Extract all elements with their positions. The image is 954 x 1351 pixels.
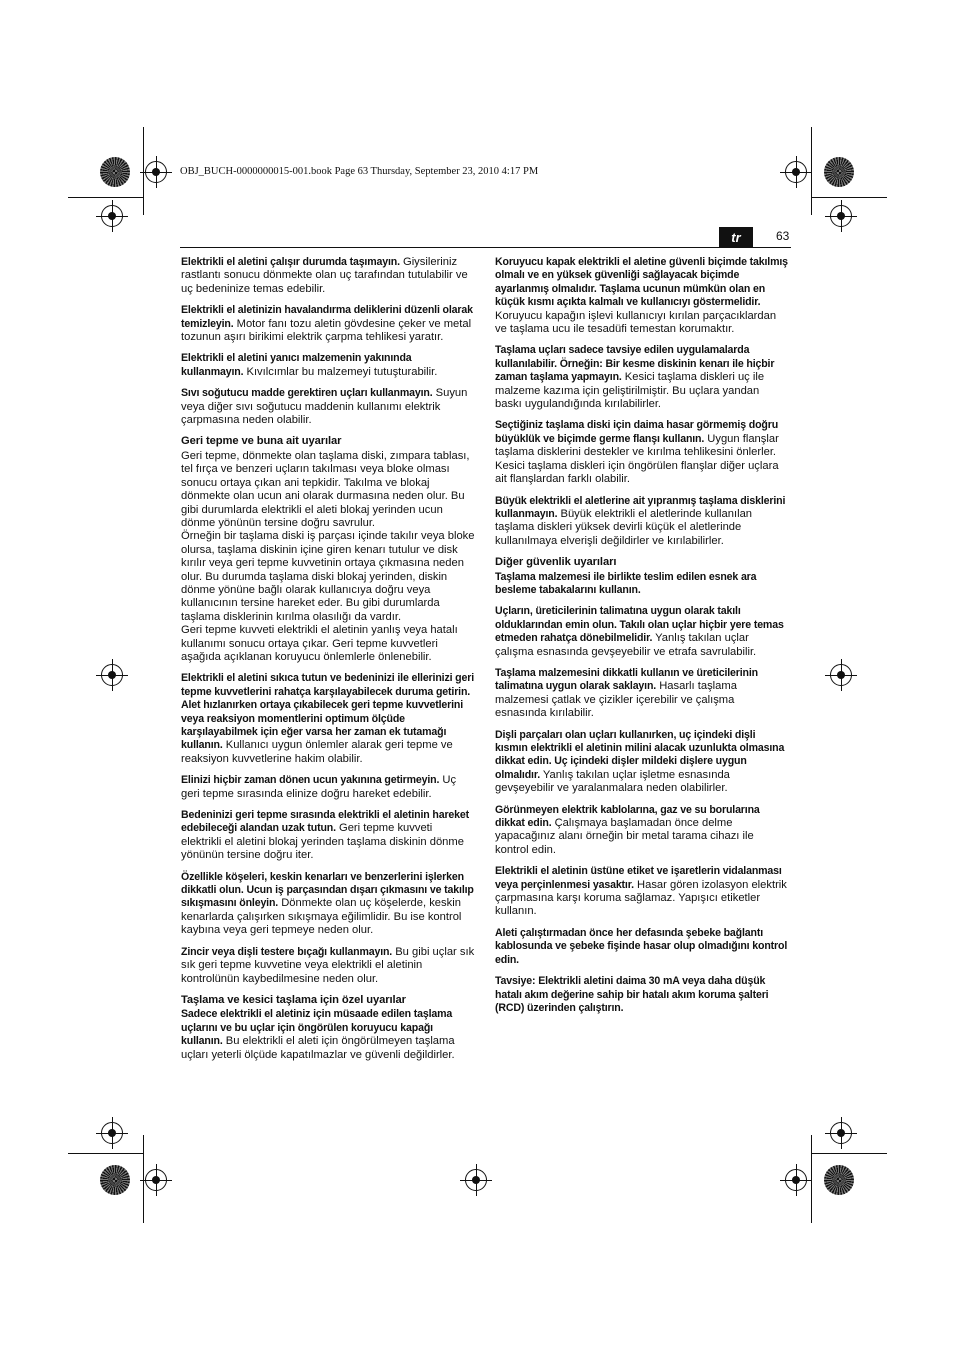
- warning-bold: Uçların, üreticilerinin talimatına uygun olarak takılı olduklarından emin olun. Takılı olan uçlar hiçbir yere temas etmeden rahatça dönebilmelidir.: [495, 605, 784, 645]
- registration-target-icon: [830, 1122, 852, 1144]
- warning-bold: Elektrikli el aletini sıkıca tutun ve bedeninizi ile ellerinizi geri tepme kuvvetlerini rahatça karşılayabilecek duruma getirin. Alet hızlanırken ortaya çıkabilecek geri tepme kuvvetlerini veya reaksiyon momentlerini optimum ölçüde karşılayabilmek için eğer varsa her zaman ek tutamağı kullanın.: [181, 672, 474, 752]
- print-file-header: OBJ_BUCH-0000000015-001.book Page 63 Thursday, September 23, 2010 4:17 PM: [180, 166, 539, 177]
- page-number: 63: [776, 229, 790, 243]
- registration-target-icon: [101, 205, 123, 227]
- registration-target-icon: [785, 161, 807, 183]
- warning-text: Uç geri tepme sırasında elinize doğru hareket edebilir.: [181, 774, 457, 800]
- warning-bold: Özellikle köşeleri, keskin kenarları ve benzerlerini işlerken dikkatli olun. Ucun iş parçasından dışarı çıkmasını ve takılıp sıkışmasını önleyin.: [181, 870, 474, 910]
- registration-target-icon: [830, 664, 852, 686]
- warning-text: Dönmekte olan uç köşelerde, keskin kenarlarda çalışırken sıkışmaya eğilimlidir. Bu ise kontrol kaybına veya geri tepmeye neden olur.: [181, 897, 462, 937]
- paragraph: [181, 352, 475, 379]
- crop-mark: [811, 197, 887, 198]
- warning-bold: Bedeninizi geri tepme sırasında elektrikli el aletinin hareket edebileceği alandan uzak tutun.: [181, 809, 470, 835]
- paragraph: [495, 865, 789, 919]
- paragraph: [181, 809, 475, 863]
- registration-target-icon: [465, 1169, 487, 1191]
- warning-bold: Koruyucu kapak elektrikli el aletine güvenli biçimde takılmış olmalı ve en yüksek güvenliği sağlayacak biçimde ayarlanmış olmalıdır. Taşlama ucunun mümkün olan en küçük kısmı açıkta kalmalı ve kullanıcıyı göstermelidir.: [495, 256, 788, 309]
- paragraph: [495, 495, 789, 549]
- warning-bold: Tavsiye: Elektrikli aletini daima 30 mA veya daha düşük hatalı akım değerine sahip bir hatalı akım koruma şalteri (RCD) üzerinden çalıştırın.: [495, 975, 769, 1014]
- warning-text: Geri tepme kuvveti elektrikli el aletini blokaj yerinden taşlama diskinin dönme yönünün tersine doğru iter.: [181, 822, 464, 862]
- registration-disc-icon: [100, 1165, 130, 1195]
- registration-disc-icon: [100, 157, 130, 187]
- crop-mark: [143, 1135, 144, 1223]
- warning-text: Kullanıcı uygun önlemler alarak geri tepme ve reaksiyon kuvvetlerine hakim olabilir.: [181, 739, 453, 765]
- warning-bold: Seçtiğiniz taşlama diski için daima hasar görmemiş doğru büyüklük ve biçimde germe flanşı kullanın.: [495, 419, 779, 445]
- registration-target-icon: [145, 1169, 167, 1191]
- paragraph: [495, 667, 789, 721]
- paragraph: Geri tepme kuvveti elektrikli el aletinin yanlış veya hatalı kullanımı sonucu ortaya çıkar. Geri tepme kuvvetleri aşağıda açıklanan koruyucu önlemlerle önlenebilir.: [181, 624, 458, 663]
- section-heading: Geri tepme ve buna ait uyarılar: [181, 435, 342, 448]
- paragraph: [495, 927, 789, 967]
- paragraph: [181, 946, 475, 986]
- warning-text: Bu gibi uçlar sık sık geri tepme kuvvetine veya elektrikli el aletinin kontrolünün kaybedilmesine neden olur.: [181, 945, 475, 985]
- crop-mark: [811, 1153, 887, 1154]
- registration-target-icon: [101, 664, 123, 686]
- warning-text: Koruyucu kapağın işlevi kullanıcıyı kırılan parçacıklardan ve taşlama ucu ile tesadüfi temestan korumaktır.: [495, 309, 777, 336]
- paragraph: [181, 871, 475, 938]
- paragraph: [495, 605, 789, 659]
- warning-bold: Elektrikli el aletini çalışır durumda taşımayın.: [181, 256, 400, 268]
- right-column: [495, 256, 789, 1023]
- header-rule: [180, 247, 791, 248]
- paragraph: [181, 1008, 475, 1062]
- warning-text: Büyük elektrikli el aletlerinde kullanılan taşlama diskleri yüksek devirli küçük el aletlerinde kullanılmaya elverişli değildirler ve kırılabilirler.: [495, 507, 753, 547]
- warning-bold: Zincir veya dişli testere bıçağı kullanmayın.: [181, 945, 393, 958]
- paragraph: [495, 729, 789, 796]
- warning-bold: Dişli parçaları olan uçları kullanırken, uç içindeki dişli kısmın elektrikli el aletinin milini alacak uzunlukta olmasına dikkat edin. Uç içindeki dişler mildeki dişlere uygun olmalıdır.: [495, 728, 785, 781]
- warning-bold: Aleti çalıştırmadan önce her defasında şebeke bağlantı kablosunda ve şebeke fişinde hasar olup olmadığını kontrol edin.: [495, 926, 788, 966]
- crop-mark: [68, 1153, 144, 1154]
- section-heading: Taşlama ve kesici taşlama için özel uyarılar: [181, 993, 406, 1006]
- warning-bold: Elinizi hiçbir zaman dönen ucun yakınına getirmeyin.: [181, 774, 440, 787]
- registration-disc-icon: [824, 1165, 854, 1195]
- crop-mark: [68, 197, 144, 198]
- warning-text: Bu elektrikli el aleti için öngörülmeyen taşlama uçları yeterli ölçüde kapatılmazlar ve güvenli değildirler.: [181, 1035, 455, 1061]
- left-column: [181, 256, 475, 1070]
- crop-mark: [811, 127, 812, 215]
- warning-text: Kesici taşlama diskleri uç ile malzeme kazıma için geliştirilmiştir. Bu uçlara yandan baskı uygulandığında kırılabilirler.: [495, 371, 765, 411]
- warning-text: Uygun flanşlar taşlama disklerini destekler ve kırılma tehlikesini önlerler. Kesici taşlama diskleri için öngörülen flanşlar diğer uçlara ait flanşlardan farklı olabilir.: [495, 432, 779, 486]
- paragraph: [181, 387, 475, 427]
- warning-text: Hasarlı taşlama malzemesi çatlak ve çizikler içerebilir ve çalışma esnasında kırılabilir.: [495, 680, 737, 720]
- warning-bold: Görünmeyen elektrik kablolarına, gaz ve su borularına dikkat edin.: [495, 803, 760, 830]
- registration-target-icon: [785, 1169, 807, 1191]
- warning-text: Çalışmaya başlamadan önce delme yapacağınız alanı örneğin bir metal tarama cihazı ile kontrol edin.: [495, 817, 754, 856]
- paragraph: [181, 672, 475, 766]
- paragraph: [181, 256, 475, 296]
- warning-bold: Elektrikli el aletinin üstüne etiket ve işaretlerin vidalanması veya perçinlenmesi yasaktır.: [495, 865, 782, 891]
- paragraph: [181, 304, 475, 344]
- warning-text: Yanlış takılan uçlar işletme esnasında gevşeyebilir ve yaralanmalara neden olabilirler.: [495, 768, 730, 795]
- registration-target-icon: [145, 161, 167, 183]
- paragraph: [495, 571, 789, 598]
- paragraph: [495, 975, 789, 1015]
- warning-text: Kıvılcımlar bu malzemeyi tutuşturabilir.: [243, 365, 438, 378]
- crop-mark: [143, 127, 144, 215]
- paragraph: [495, 256, 789, 336]
- warning-bold: Taşlama malzemesini dikkatli kullanın ve üreticilerinin talimatına uygun olarak saklayın.: [495, 666, 758, 693]
- warning-text: Suyun veya diğer sıvı soğutucu maddenin kullanımı elektrik çarpmasına neden olabilir.: [181, 387, 468, 427]
- warning-bold: Taşlama uçları sadece tavsiye edilen uygulamalarda kullanılabilir. Örneğin: Bir kesme diskinin kenarı ile hiçbir zaman taşlama yapmayın.: [495, 344, 775, 384]
- paragraph: [495, 344, 789, 411]
- warning-text: Giysileriniz rastlantı sonucu dönmekte olan uç tarafından tutulabilir ve uç bedeninize temas edebilir.: [181, 256, 468, 295]
- language-tab: tr: [719, 227, 753, 248]
- paragraph: [495, 419, 789, 486]
- paragraph: Örneğin bir taşlama diski iş parçası içinde takılır veya bloke olursa, taşlama diskinin içine giren kenarı tutulur ve disk kırılır veya geri tepme kuvvetinin ortaya çıkmasına neden olur. Bu durumda taşlama diski blokaj yerinden, diskin dönme yönüne bağlı olarak kullanıcıya doğru veya kullanıcının tersine hareket eder. Bu gibi durumlarda taşlama disklerinin kırılma olasılığı da vardır.: [181, 530, 475, 623]
- registration-target-icon: [830, 205, 852, 227]
- warning-text: Yanlış takılan uçlar çalışma esnasında gevşeyebilir ve etrafa savrulabilir.: [495, 632, 757, 658]
- paragraph: [495, 804, 789, 858]
- warning-bold: Sadece elektrikli el aletiniz için müsaade edilen taşlama uçlarını ve bu uçlar için öngörülen koruyucu kapağı kullanın.: [181, 1008, 453, 1048]
- warning-text: Hasar gören izolasyon elektrik çarpmasına karşı koruma sağlamaz. Yapışıcı etiketler kullanın.: [495, 878, 787, 918]
- warning-bold: Büyük elektrikli el aletlerine ait yıpranmış taşlama disklerini kullanmayın.: [495, 494, 786, 520]
- warning-bold: Elektrikli el aletini yanıcı malzemenin yakınında kullanmayın.: [181, 352, 412, 378]
- warning-bold: Sıvı soğutucu madde gerektiren uçları kullanmayın.: [181, 387, 433, 400]
- section-heading: Diğer güvenlik uyarıları: [495, 556, 617, 569]
- crop-mark: [811, 1135, 812, 1223]
- warning-text: Motor fanı tozu aletin gövdesine çeker ve metal tozunun aşırı birikimi elektrik çarpma tehlikesi yaratır.: [181, 317, 472, 344]
- registration-disc-icon: [824, 157, 854, 187]
- warning-bold: Elektrikli el aletinizin havalandırma deliklerini düzenli olarak temizleyin.: [181, 304, 473, 330]
- paragraph: Geri tepme, dönmekte olan taşlama diski, zımpara tablası, tel fırça ve benzeri uçların takılması veya bloke olması sonucu ortaya çıkan ani tepkidir. Takılma ve blokaj dönmekte olan ucun ani olarak durmasına neden olur. Bu gibi durumlarda elektrikli el aleti blokaj yerinden ucun dönme yönünün tersine doğru savrulur.: [181, 449, 470, 529]
- paragraph: [181, 774, 475, 801]
- registration-target-icon: [101, 1122, 123, 1144]
- warning-bold: Taşlama malzemesi ile birlikte teslim edilen esnek ara besleme tabakalarını kullanın.: [495, 570, 757, 596]
